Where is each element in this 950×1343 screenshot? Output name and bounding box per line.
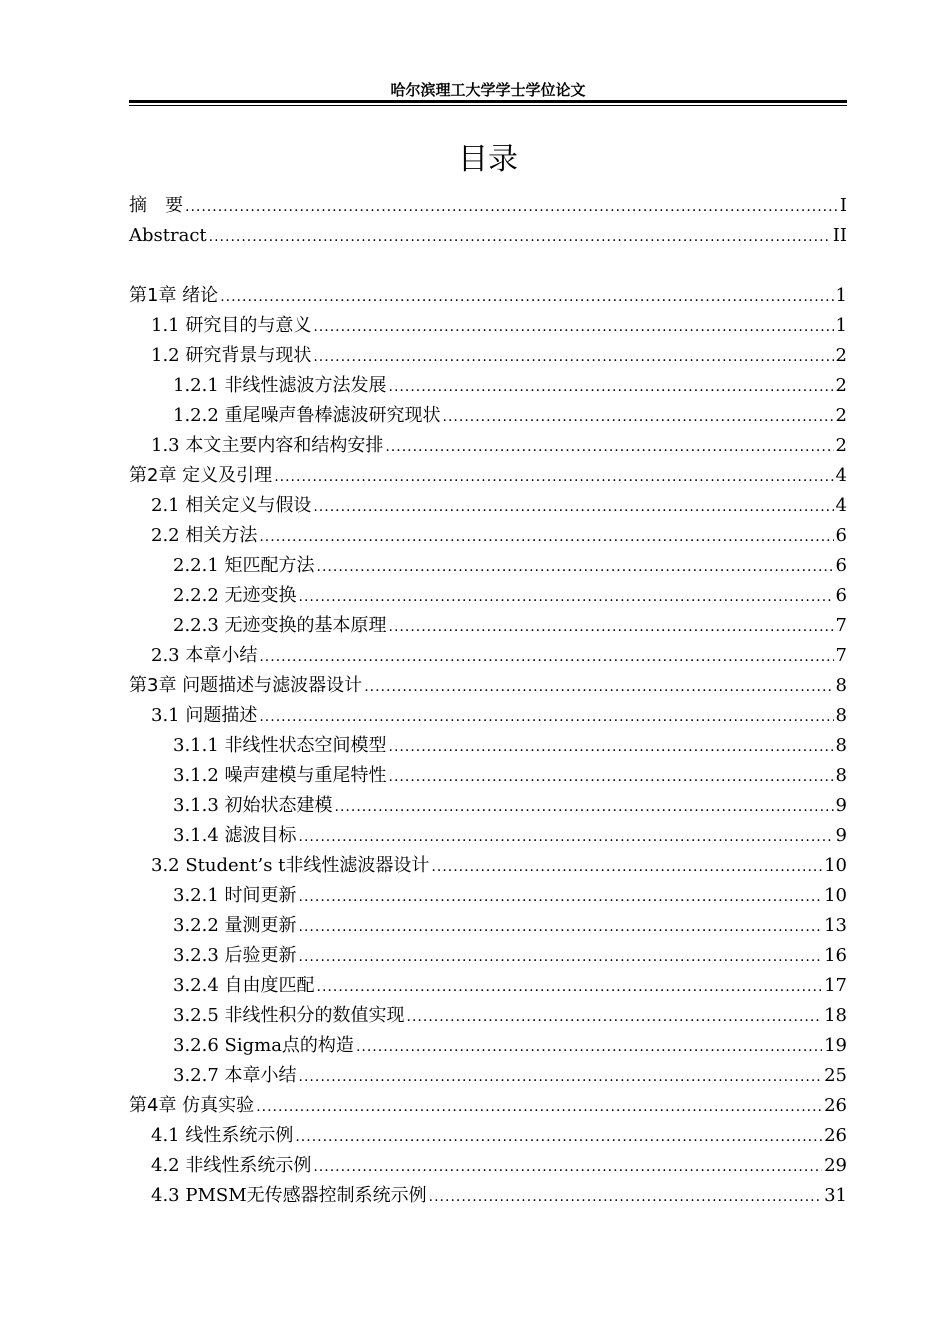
toc-entry-subsection[interactable] xyxy=(129,1061,847,1091)
toc-entry-label: 1.2.1 非线性滤波方法发展 xyxy=(173,375,387,396)
toc-entry-label: 第1章 绪论 xyxy=(129,285,219,306)
toc-entry-section[interactable] xyxy=(129,1181,847,1211)
toc-entry-page-number: 4 xyxy=(835,495,847,516)
toc-entry-page-number: 25 xyxy=(824,1065,847,1086)
toc-entry-label: 3.1.1 非线性状态空间模型 xyxy=(173,735,387,756)
dot-leader xyxy=(209,222,831,252)
dot-leader xyxy=(443,402,834,432)
dot-leader xyxy=(259,642,833,672)
toc-entry-page-number: 26 xyxy=(824,1095,847,1116)
dot-leader xyxy=(299,582,834,612)
toc-entry-page-number: 18 xyxy=(824,1005,847,1026)
toc-entry-subsection[interactable] xyxy=(129,971,847,1001)
toc-entry-page-number: 8 xyxy=(835,735,847,756)
toc-entry-subsection[interactable] xyxy=(129,371,847,401)
toc-entry-page-number: 10 xyxy=(824,855,847,876)
toc-entry-label: 3.2.7 本章小结 xyxy=(173,1065,297,1086)
dot-leader xyxy=(299,822,834,852)
toc-entry-page-number: I xyxy=(839,195,847,216)
toc-entry-section[interactable] xyxy=(129,851,847,881)
toc-entry-label: 第4章 仿真实验 xyxy=(129,1095,255,1116)
table-of-contents xyxy=(129,191,847,1211)
toc-entry-label: 3.2 Student’s t非线性滤波器设计 xyxy=(151,855,430,876)
toc-entry-label: 摘 要 xyxy=(129,195,183,216)
toc-entry-page-number: 1 xyxy=(835,315,847,336)
toc-entry-label: 3.2.2 量测更新 xyxy=(173,915,297,936)
toc-entry-page-number: 1 xyxy=(835,285,847,306)
dot-leader xyxy=(335,792,834,822)
toc-entry-page-number: 6 xyxy=(835,585,847,606)
toc-entry-page-number: 2 xyxy=(835,435,847,456)
toc-entry-chapter[interactable] xyxy=(129,461,847,491)
dot-leader xyxy=(313,342,833,372)
dot-leader xyxy=(299,882,823,912)
toc-entry-page-number: 6 xyxy=(835,555,847,576)
toc-entry-page-number: 9 xyxy=(835,795,847,816)
toc-entry-page-number: 9 xyxy=(835,825,847,846)
toc-entry-page-number: 13 xyxy=(824,915,847,936)
dot-leader xyxy=(407,1002,823,1032)
toc-entry-section[interactable] xyxy=(129,1121,847,1151)
toc-entry-page-number: 19 xyxy=(824,1035,847,1056)
dot-leader xyxy=(256,1092,822,1122)
toc-entry-subsection[interactable] xyxy=(129,911,847,941)
toc-entry-label: 2.2.2 无迹变换 xyxy=(173,585,297,606)
toc-entry-label: Abstract xyxy=(129,225,207,246)
dot-leader xyxy=(317,972,823,1002)
toc-entry-subsection[interactable] xyxy=(129,581,847,611)
toc-entry-subsection[interactable] xyxy=(129,551,847,581)
toc-entry-section[interactable] xyxy=(129,1151,847,1181)
header-rule-thick xyxy=(129,100,847,103)
toc-entry-page-number: 10 xyxy=(824,885,847,906)
toc-entry-chapter[interactable] xyxy=(129,1091,847,1121)
toc-entry-label: 2.3 本章小结 xyxy=(151,645,258,666)
dot-leader xyxy=(356,1032,822,1062)
toc-entry-label: 1.2.2 重尾噪声鲁棒滤波研究现状 xyxy=(173,405,441,426)
toc-entry-subsection[interactable] xyxy=(129,761,847,791)
toc-entry-page-number: 7 xyxy=(835,615,847,636)
toc-entry-subsection[interactable] xyxy=(129,401,847,431)
dot-leader xyxy=(299,912,823,942)
dot-leader xyxy=(431,852,822,882)
toc-entry-page-number: 26 xyxy=(824,1125,847,1146)
toc-entry-subsection[interactable] xyxy=(129,941,847,971)
toc-entry-page-number: 2 xyxy=(835,405,847,426)
toc-entry-label: 3.2.3 后验更新 xyxy=(173,945,297,966)
dot-leader xyxy=(295,1122,822,1152)
toc-title: 目录 xyxy=(458,142,518,177)
toc-entry-page-number: 8 xyxy=(835,705,847,726)
dot-leader xyxy=(317,552,834,582)
toc-entry-chapter[interactable] xyxy=(129,671,847,701)
dot-leader xyxy=(385,432,833,462)
toc-entry-section[interactable] xyxy=(129,311,847,341)
toc-entry-page-number: 7 xyxy=(835,645,847,666)
dot-leader xyxy=(274,462,833,492)
toc-entry-page-number: 2 xyxy=(835,345,847,366)
toc-entry-label: 3.2.6 Sigma点的构造 xyxy=(173,1035,354,1056)
toc-entry-section[interactable] xyxy=(129,491,847,521)
dot-leader xyxy=(389,762,834,792)
toc-entry-label: 3.2.5 非线性积分的数值实现 xyxy=(173,1005,405,1026)
toc-entry-label: 3.1.3 初始状态建模 xyxy=(173,795,333,816)
dot-leader xyxy=(259,522,833,552)
toc-entry-page-number: 4 xyxy=(835,465,847,486)
toc-entry-subsection[interactable] xyxy=(129,611,847,641)
toc-entry-label: 2.1 相关定义与假设 xyxy=(151,495,312,516)
toc-entry-section[interactable] xyxy=(129,701,847,731)
toc-entry-label: 4.3 PMSM无传感器控制系统示例 xyxy=(151,1185,427,1206)
toc-entry-page-number: 8 xyxy=(835,675,847,696)
toc-entry-subsection[interactable] xyxy=(129,821,847,851)
toc-entry-label: 3.2.1 时间更新 xyxy=(173,885,297,906)
toc-entry-chapter[interactable] xyxy=(129,191,847,221)
toc-entry-page-number: 29 xyxy=(824,1155,847,1176)
toc-entry-page-number: 2 xyxy=(835,375,847,396)
toc-entry-page-number: 17 xyxy=(824,975,847,996)
toc-entry-page-number: 31 xyxy=(824,1185,847,1206)
toc-entry-label: 2.2.3 无迹变换的基本原理 xyxy=(173,615,387,636)
toc-entry-page-number: 6 xyxy=(835,525,847,546)
dot-leader xyxy=(299,1062,823,1092)
toc-entry-label: 1.3 本文主要内容和结构安排 xyxy=(151,435,384,456)
toc-entry-label: 2.2 相关方法 xyxy=(151,525,258,546)
dot-leader xyxy=(313,1152,822,1182)
dot-leader xyxy=(313,492,833,522)
toc-entry-label: 第2章 定义及引理 xyxy=(129,465,273,486)
toc-entry-label: 4.2 非线性系统示例 xyxy=(151,1155,312,1176)
toc-entry-subsection[interactable] xyxy=(129,1001,847,1031)
toc-entry-label: 第3章 问题描述与滤波器设计 xyxy=(129,675,363,696)
toc-entry-section[interactable] xyxy=(129,341,847,371)
toc-entry-label: 4.1 线性系统示例 xyxy=(151,1125,294,1146)
dot-leader xyxy=(389,372,834,402)
dot-leader xyxy=(364,672,833,702)
toc-entry-section[interactable] xyxy=(129,641,847,671)
toc-entry-section[interactable] xyxy=(129,521,847,551)
toc-entry-label: 1.2 研究背景与现状 xyxy=(151,345,312,366)
dot-leader xyxy=(299,942,823,972)
toc-entry-label: 2.2.1 矩匹配方法 xyxy=(173,555,315,576)
toc-entry-label: 3.1.2 噪声建模与重尾特性 xyxy=(173,765,387,786)
toc-entry-label: 3.1.4 滤波目标 xyxy=(173,825,297,846)
page-header: 哈尔滨理工大学学士学位论文 xyxy=(390,81,586,99)
header-rule-thin xyxy=(129,105,847,106)
toc-entry-chapter[interactable] xyxy=(129,221,847,251)
dot-leader xyxy=(389,612,834,642)
toc-entry-subsection[interactable] xyxy=(129,731,847,761)
toc-entry-subsection[interactable] xyxy=(129,791,847,821)
toc-entry-page-number: II xyxy=(832,225,847,246)
dot-leader xyxy=(185,192,838,222)
toc-entry-label: 3.1 问题描述 xyxy=(151,705,258,726)
dot-leader xyxy=(313,312,833,342)
dot-leader xyxy=(220,282,833,312)
dot-leader xyxy=(429,1182,822,1212)
dot-leader xyxy=(389,732,834,762)
toc-entry-subsection[interactable] xyxy=(129,1031,847,1061)
toc-entry-label: 3.2.4 自由度匹配 xyxy=(173,975,315,996)
toc-entry-subsection[interactable] xyxy=(129,881,847,911)
toc-entry-section[interactable] xyxy=(129,431,847,461)
toc-entry-page-number: 16 xyxy=(824,945,847,966)
toc-entry-label: 1.1 研究目的与意义 xyxy=(151,315,312,336)
dot-leader xyxy=(259,702,833,732)
toc-entry-chapter[interactable] xyxy=(129,281,847,311)
toc-entry-page-number: 8 xyxy=(835,765,847,786)
